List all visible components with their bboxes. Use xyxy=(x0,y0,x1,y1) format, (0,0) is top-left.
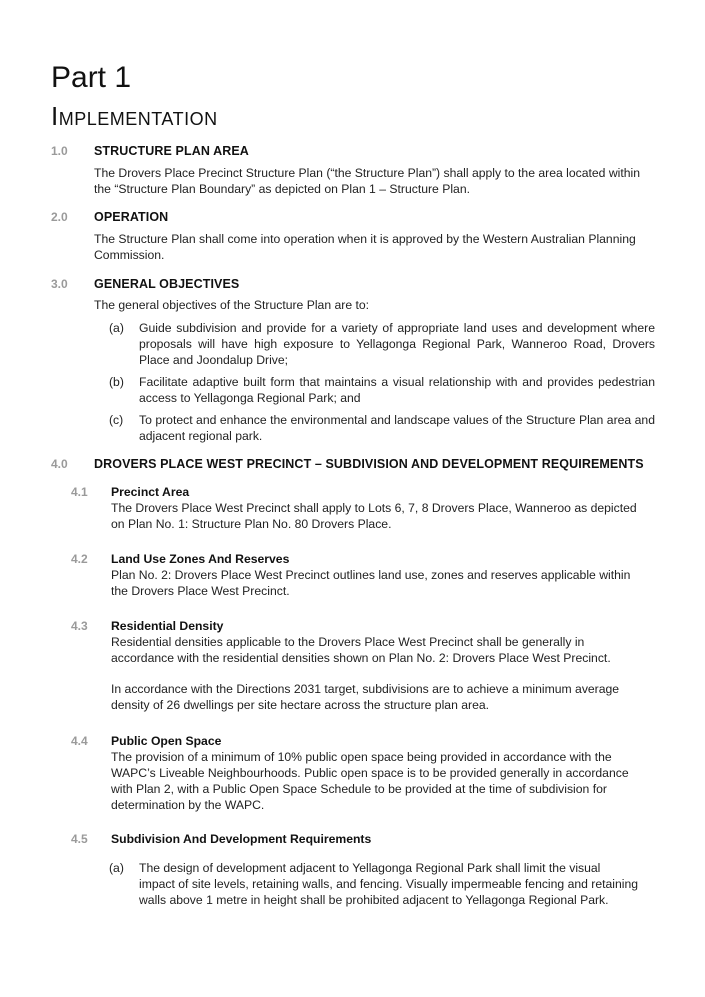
list-marker: (a) xyxy=(109,861,124,875)
list-text: To protect and enhance the environmental and landscape values of the Structure Plan area and adjacent regional park. xyxy=(139,413,655,443)
subsection-number: 4.2 xyxy=(71,552,88,566)
subsection-text: In accordance with the Directions 2031 target, subdivisions are to achieve a minimum average density of 26 dwellings per site hectare across the structure plan area. xyxy=(111,682,620,712)
subsection-number: 4.4 xyxy=(71,734,88,748)
subsection-text: The provision of a minimum of 10% public open space being provided in accordance with the WAPC’s Liveable Neighbourhoods. Public open space is to be provided generally in accordance with Plan 2, with a Public Open Space Schedule to be provided at the time of subdivision for determination by the WAPC. xyxy=(111,750,629,812)
list-marker: (b) xyxy=(109,375,124,389)
list-text: Facilitate adaptive built form that maintains a visual relationship with and provides pedestrian access to Yellagonga Regional Park; and xyxy=(139,375,655,405)
section-text: The Drovers Place Precinct Structure Plan (“the Structure Plan”) shall apply to the area located within the “Structure Plan Boundary” as depicted on Plan 1 – Structure Plan. xyxy=(94,166,640,196)
subsection-number: 4.5 xyxy=(71,832,88,846)
section-number: 1.0 xyxy=(51,144,68,158)
section-heading: STRUCTURE PLAN AREA xyxy=(94,144,249,158)
section-intro: The general objectives of the Structure Plan are to: xyxy=(94,298,370,312)
list-marker: (c) xyxy=(109,413,124,427)
section-heading: GENERAL OBJECTIVES xyxy=(94,277,240,291)
subsection-heading: Public Open Space xyxy=(111,734,222,748)
subsection-number: 4.3 xyxy=(71,619,88,633)
subsection-heading: Precinct Area xyxy=(111,485,190,499)
list-text: The design of development adjacent to Yellagonga Regional Park shall limit the visual impact of site levels, retaining walls, and fencing. Visually impermeable fencing and retaining walls above 1 metre in height shall be prohibited adjacent to Yellagonga Regional Park. xyxy=(139,861,639,907)
subsection-text: The Drovers Place West Precinct shall apply to Lots 6, 7, 8 Drovers Place, Wanneroo as depicted on Plan No. 1: Structure Plan No. 80 Drovers Place. xyxy=(111,501,637,531)
section-number: 4.0 xyxy=(51,457,68,471)
subsection-text: Plan No. 2: Drovers Place West Precinct outlines land use, zones and reserves applicable within the Drovers Place West Precinct. xyxy=(111,568,631,598)
list-marker: (a) xyxy=(109,321,124,335)
section-text: The Structure Plan shall come into operation when it is approved by the Western Australian Planning Commission. xyxy=(94,232,636,262)
part-title: Part 1 xyxy=(51,61,132,94)
subsection-heading: Subdivision And Development Requirements xyxy=(111,832,372,846)
subsection-heading: Residential Density xyxy=(111,619,224,633)
part-subtitle: Implementation xyxy=(51,101,218,131)
subsection-number: 4.1 xyxy=(71,485,88,499)
section-number: 3.0 xyxy=(51,277,68,291)
subsection-heading: Land Use Zones And Reserves xyxy=(111,552,290,566)
section-number: 2.0 xyxy=(51,210,68,224)
list-text: Guide subdivision and provide for a variety of appropriate land uses and development where proposals will have high exposure to Yellagonga Regional Park, Wanneroo Road, Drovers Place and Joondalup Drive; xyxy=(139,321,655,367)
section-heading: DROVERS PLACE WEST PRECINCT – SUBDIVISION AND DEVELOPMENT REQUIREMENTS xyxy=(94,457,644,471)
section-heading: OPERATION xyxy=(94,210,169,224)
subsection-text: Residential densities applicable to the Drovers Place West Precinct shall be generally in accordance with the residential densities shown on Plan No. 2: Drovers Place West Precinct. xyxy=(111,635,611,665)
